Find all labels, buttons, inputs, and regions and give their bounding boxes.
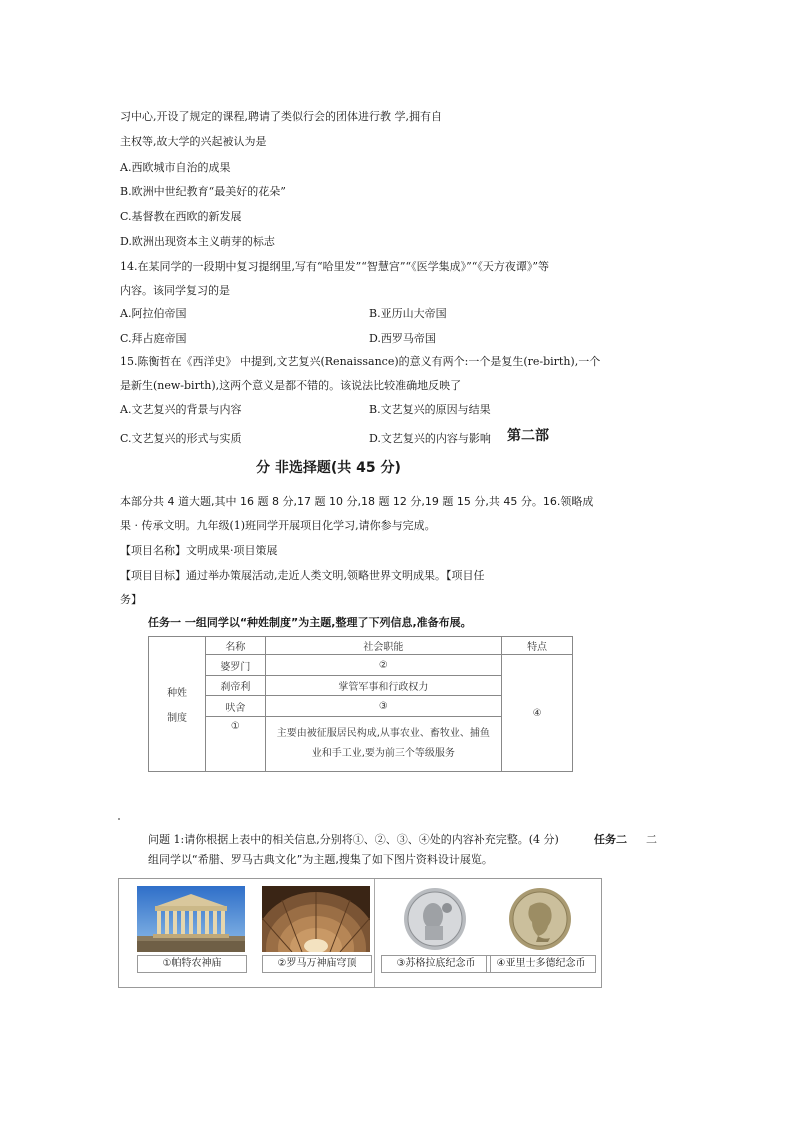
part2-heading-b: 分 非选择题(共 45 分) [256, 460, 401, 476]
table-side-label [149, 637, 206, 772]
question1-text: 问题 1:请你根据上表中的相关信息,分别将①、②、③、④处的内容补充完整。(4 分) [148, 833, 559, 846]
q13-option-d: D.欧洲出现资本主义萌芽的标志 [120, 235, 275, 248]
aristotle-coin-image [486, 886, 594, 952]
table-row-function [265, 716, 502, 771]
q14-option-a: A.阿拉伯帝国 [120, 307, 187, 320]
q14-option-d: D.西罗马帝国 [369, 332, 436, 345]
table-header-feature: 特点 [502, 637, 573, 655]
pantheon-dome-image [262, 886, 370, 952]
part2-intro-line-2: 果 · 传承文明。九年级(1)班同学开展项目化学习,请你参与完成。 [120, 519, 436, 532]
table-side-label-1: 种姓 [167, 688, 188, 699]
q15-option-b: B.文艺复兴的原因与结果 [369, 403, 491, 416]
q14-option-c: C.拜占庭帝国 [120, 332, 187, 345]
photo-caption-4: ④亚里士多德纪念币 [486, 955, 596, 973]
photo-strip-divider [374, 879, 375, 987]
part2-intro-line-1: 本部分共 4 道大题,其中 16 题 8 分,17 题 10 分,18 题 12 分,19 题 15 分,共 45 分。16.领略成 [120, 495, 594, 508]
q13-text-line-2: 主权等,故大学的兴起被认为是 [120, 135, 267, 148]
q14-stem-line-1: 14.在某同学的一段期中复习提纲里,写有“哈里发”“智慧宫”“《医学集成》”“《天方夜谭》”等 [120, 260, 549, 273]
q15-stem-line-1: 15.陈衡哲在《西洋史》 中提到,文艺复兴(Renaissance)的意义有两个:一个是复生(re-birth),一个 [120, 355, 601, 368]
task2-text: 组同学以“希腊、罗马古典文化”为主题,搜集了如下图片资料设计展览。 [148, 853, 493, 866]
socrates-coin-image [381, 886, 489, 952]
q13-option-a: A.西欧城市自治的成果 [120, 161, 231, 174]
table-header-name: 名称 [206, 637, 265, 655]
table-row-name: 刹帝利 [206, 675, 265, 695]
project-goal: 【项目目标】通过举办策展活动,走近人类文明,领略世界文明成果。【项目任 [120, 569, 485, 582]
table-row-function-line-2: 业和手工业,要为前三个等级服务 [311, 747, 455, 759]
table-row-name: ① [206, 716, 265, 771]
q15-option-a: A.文艺复兴的背景与内容 [120, 403, 242, 416]
q15-stem-line-2: 是新生(new-birth),这两个意义是都不错的。该说法比较准确地反映了 [120, 379, 462, 392]
q15-option-c: C.文艺复兴的形式与实质 [120, 432, 242, 445]
q14-stem-line-2: 内容。该同学复习的是 [120, 284, 230, 297]
table-row-function-line-1: 主要由被征服居民构成,从事农业、畜牧业、捕鱼 [276, 727, 490, 739]
table-row-function: ② [265, 655, 502, 675]
photo-caption-3: ③苏格拉底纪念币 [381, 955, 491, 973]
q13-option-b: B.欧洲中世纪教育“最美好的花朵” [120, 185, 286, 198]
task2-label-num: 二 [646, 833, 657, 846]
task1-heading: 任务一 一组同学以“种姓制度”为主题,整理了下列信息,准备布展。 [148, 616, 472, 629]
part2-heading-a: 第二部 [507, 428, 549, 444]
q13-text-line-1: 习中心,开设了规定的课程,聘请了类似行会的团体进行教 学,拥有自 [120, 110, 442, 123]
task2-label: 任务二 [594, 833, 627, 846]
q13-option-c: C.基督教在西欧的新发展 [120, 210, 242, 223]
q14-option-b: B.亚历山大帝国 [369, 307, 447, 320]
q15-option-d: D.文艺复兴的内容与影响 [369, 432, 491, 445]
scan-speck [118, 818, 120, 820]
photo-caption-1: ①帕特农神庙 [137, 955, 247, 973]
table-header-function: 社会职能 [265, 637, 502, 655]
project-name: 【项目名称】文明成果·项目策展 [120, 544, 278, 557]
table-row-name: 吠舍 [206, 696, 265, 716]
project-goal-cont: 务】 [120, 593, 142, 606]
table-row-function: 掌管军事和行政权力 [265, 675, 502, 695]
table-feature-cell: ④ [502, 655, 573, 772]
table-side-label-2: 制度 [167, 713, 188, 724]
table-row-name: 婆罗门 [206, 655, 265, 675]
table-row-function: ③ [265, 696, 502, 716]
photo-caption-2: ②罗马万神庙穹顶 [262, 955, 372, 973]
photo-strip [118, 878, 602, 988]
caste-table [148, 636, 573, 772]
parthenon-image [137, 886, 245, 952]
